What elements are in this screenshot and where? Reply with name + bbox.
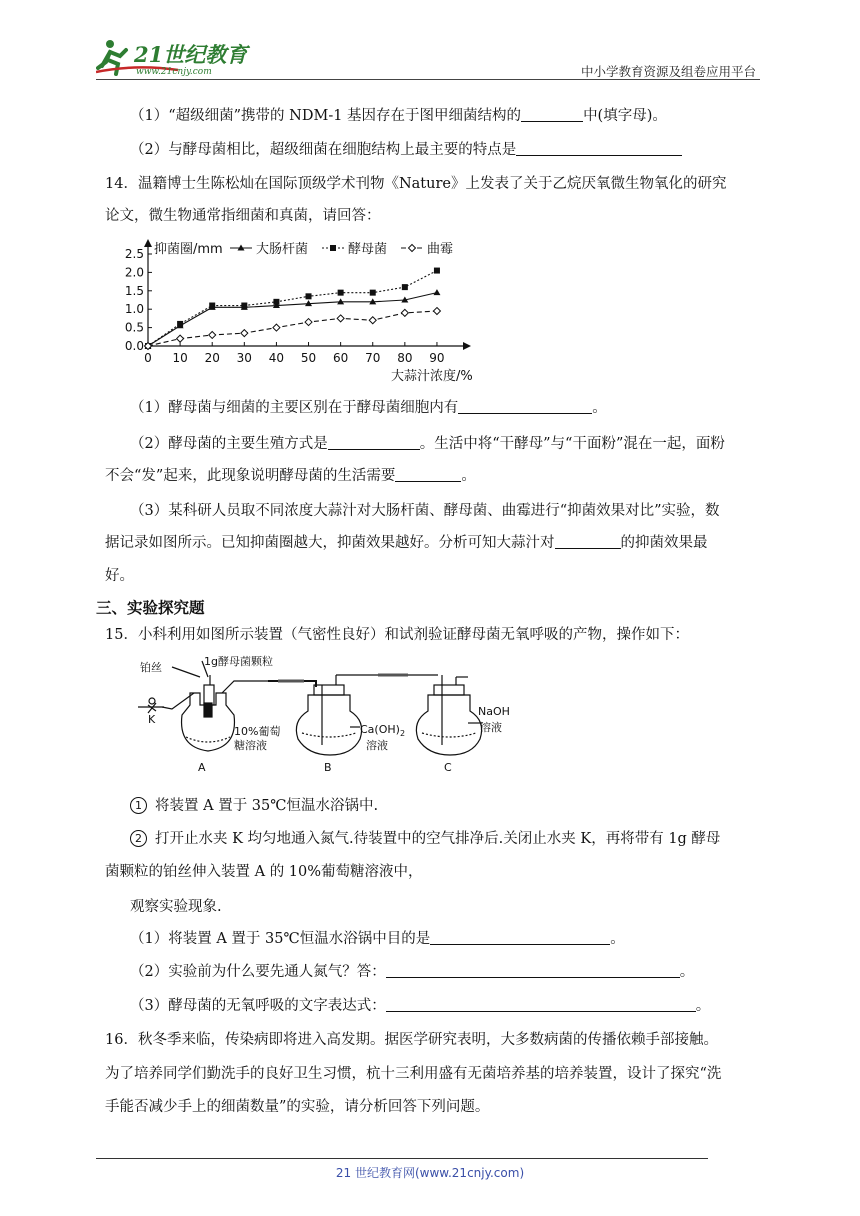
- data-point: [241, 330, 248, 337]
- series-line: [148, 293, 437, 346]
- chart-series: [145, 268, 441, 350]
- data-point: [305, 319, 312, 326]
- q15-step2-line2: 菌颗粒的铂丝伸入装置 A 的 10%葡萄糖溶液中，: [105, 864, 423, 880]
- answer-blank[interactable]: [386, 997, 696, 1012]
- y-tick-label: 2.0: [124, 265, 144, 280]
- page-footer: 21 世纪教育网(www.21cnjy.com): [335, 1166, 525, 1180]
- step-number: 1: [130, 797, 147, 814]
- chart-legend: [230, 241, 453, 257]
- answer-blank[interactable]: [328, 435, 420, 450]
- antibacterial-chart: [118, 235, 480, 387]
- data-point: [306, 293, 312, 299]
- data-point: [209, 331, 216, 338]
- answer-blank[interactable]: [521, 107, 583, 122]
- data-point: [370, 290, 376, 296]
- q14-stem-line2: 论文，微生物通常指细菌和真菌，请回答：: [105, 208, 381, 224]
- clamp-k: [138, 698, 164, 713]
- legend-label: 酵母菌: [348, 242, 388, 257]
- q14-part3-line1: （3）某科研人员取不同浓度大蒜汁对大肠杆菌、酵母菌、曲霉进行“抑菌效果对比”实验，数: [130, 503, 720, 519]
- y-axis-arrow: [144, 239, 152, 247]
- legend-marker: [409, 245, 416, 252]
- apparatus-diagram: [138, 655, 510, 777]
- label-b: B: [324, 761, 332, 774]
- x-tick-label: 70: [365, 351, 381, 365]
- x-tick-label: 90: [429, 351, 445, 365]
- q13-part2: （2）与酵母菌相比，超级细菌在细胞结构上最主要的特点是: [130, 140, 682, 160]
- q14-part3-line2: 据记录如图所示。已知抑菌圈越大，抑菌效果越好。分析可知大蒜汁对 的抑菌效果最: [105, 535, 708, 551]
- x-tick-label: 40: [268, 351, 285, 365]
- logo-url: www.21cnjy.com: [136, 67, 212, 77]
- page-header: [96, 36, 760, 84]
- q15-step2-line3: 观察实验现象.: [130, 899, 222, 915]
- series-line: [148, 311, 437, 346]
- y-tick-label: 2.5: [124, 247, 144, 261]
- legend-label: 曲霉: [427, 242, 454, 257]
- q15-stem: 15．小科利用如图所示装置（气密性良好）和试剂验证酵母菌无氧呼吸的产物，操作如下：: [105, 627, 689, 643]
- data-point: [401, 309, 408, 316]
- data-point: [434, 268, 440, 274]
- label-yeast: 1g酵母菌颗粒: [204, 655, 273, 668]
- q15-part1: （1）将装置 A 置于 35℃恒温水浴锅中目的是 。: [130, 931, 625, 947]
- answer-blank[interactable]: [458, 399, 592, 414]
- flask-c: [416, 675, 481, 755]
- q15-part2: （2）实验前为什么要先通人氮气？答： 。: [130, 964, 695, 980]
- y-tick-label: 0.5: [124, 320, 144, 335]
- data-point: [177, 321, 183, 327]
- data-point: [433, 289, 440, 295]
- x-axis-label: 大蒜汁浓度/%: [391, 369, 473, 384]
- legend-marker: [330, 245, 336, 251]
- label-glucose-1: 10%葡萄: [234, 725, 281, 738]
- label-c: C: [444, 761, 452, 774]
- y-axis-label: 抑菌圈/mm: [154, 242, 223, 257]
- q16-line1: 16．秋冬季来临，传染病即将进入高发期。据医学研究表明，大多数病菌的传播依赖手部接触。: [105, 1032, 718, 1048]
- data-point: [337, 315, 344, 322]
- x-axis-arrow: [463, 342, 471, 350]
- step-number: 2: [130, 830, 147, 847]
- x-tick-label: 30: [236, 351, 252, 365]
- q14-part1: （1）酵母菌与细菌的主要区别在于酵母菌细胞内有 。: [130, 400, 607, 416]
- data-point: [338, 290, 344, 296]
- answer-blank[interactable]: [555, 534, 621, 549]
- q13-part1: （1）“超级细菌”携带的 NDM-1 基因存在于图甲细菌结构的 中(填字母)。: [130, 108, 667, 124]
- label-wire: 铂丝: [140, 661, 162, 674]
- data-point: [273, 299, 279, 305]
- data-point: [177, 335, 184, 342]
- label-caoh-2: 溶液: [366, 739, 388, 752]
- q14-part3-line3: 好。: [105, 568, 134, 584]
- answer-blank[interactable]: [386, 963, 680, 978]
- x-tick-label: 20: [204, 351, 220, 365]
- q14-part2-line2: 不会“发”起来，此现象说明酵母菌的生活需要 。: [105, 468, 476, 484]
- logo-text: 21世纪教育: [134, 42, 248, 67]
- platform-name: 中小学教育资源及组卷应用平台: [580, 64, 756, 79]
- data-point: [241, 303, 247, 309]
- label-caoh-sub: 2: [399, 729, 406, 738]
- series-line: [148, 271, 437, 346]
- q15-step2-line1: 2 打开止水夹 K 均匀地通入氮气.待装置中的空气排净后.关闭止水夹 K，再将带有 1g 酵母: [130, 829, 720, 849]
- label-a: A: [198, 761, 206, 774]
- svg-text:Ca(OH)2: [360, 723, 405, 738]
- x-tick-label: 10: [172, 351, 188, 365]
- data-point: [209, 303, 215, 309]
- label-k: K: [148, 713, 156, 726]
- q16-line2: 为了培养同学们勤洗手的良好卫生习惯，杭十三利用盛有无菌培养基的培养装置，设计了探究“洗: [105, 1066, 722, 1082]
- data-point: [402, 284, 408, 290]
- q15-part3: （3）酵母菌的无氧呼吸的文字表达式： 。: [130, 998, 711, 1014]
- q16-line3: 手能否减少手上的细菌数量”的实验，请分析回答下列问题。: [105, 1099, 490, 1115]
- y-tick-label: 1.5: [124, 283, 144, 298]
- header-divider: [96, 79, 760, 80]
- answer-blank[interactable]: [430, 930, 610, 945]
- data-point: [433, 308, 440, 315]
- answer-blank[interactable]: [395, 467, 461, 482]
- x-tick-label: 0: [144, 351, 152, 365]
- x-tick-label: 80: [397, 351, 413, 365]
- legend-label: 大肠杆菌: [256, 242, 309, 257]
- answer-blank[interactable]: [516, 141, 682, 156]
- section-title: 三、实验探究题: [96, 599, 205, 617]
- x-tick-label: 60: [332, 351, 349, 365]
- label-glucose-2: 糖溶液: [234, 739, 267, 752]
- data-point: [369, 317, 376, 324]
- label-naoh-2: 溶液: [480, 721, 502, 734]
- footer-divider: [96, 1158, 708, 1159]
- y-tick-label: 0.0: [124, 339, 144, 353]
- q14-part2-line1: （2）酵母菌的主要生殖方式是 。生活中将“干酵母”与“干面粉”混在一起，面粉: [130, 436, 725, 452]
- x-tick-label: 50: [300, 351, 317, 365]
- label-naoh: NaOH: [478, 705, 510, 718]
- y-tick-label: 1.0: [124, 302, 144, 317]
- label-caoh: Ca(OH): [360, 723, 400, 736]
- data-point: [273, 324, 280, 331]
- site-logo: [96, 36, 266, 80]
- q14-stem-line1: 14．温籍博士生陈松灿在国际顶级学术刊物《Nature》上发表了关于乙烷厌氧微生物氧化的研究: [105, 176, 727, 192]
- q15-step1: 1 将装置 A 置于 35℃恒温水浴锅中.: [130, 796, 378, 816]
